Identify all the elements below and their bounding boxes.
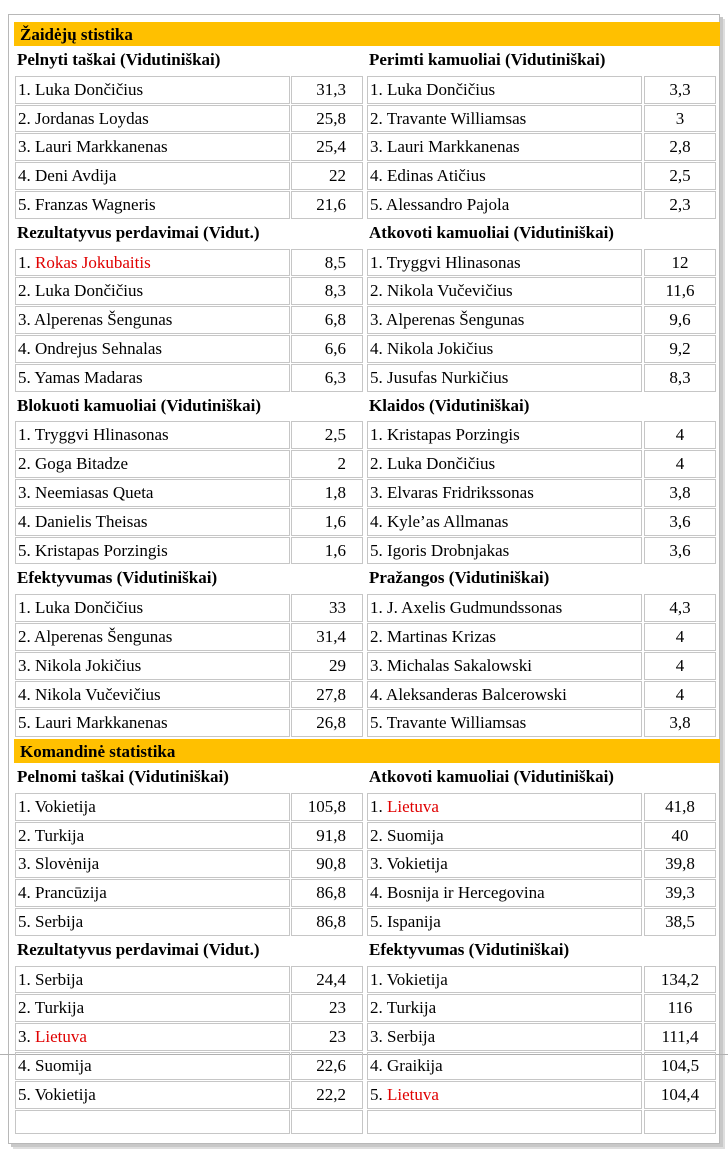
stat-value: 4 bbox=[644, 421, 716, 449]
stat-value: 105,8 bbox=[291, 793, 363, 821]
stat-value: 104,4 bbox=[644, 1081, 716, 1109]
player-name: 2. Turkija bbox=[15, 994, 290, 1022]
stat-value: 25,4 bbox=[291, 133, 363, 161]
player-name: 5. Ispanija bbox=[367, 908, 642, 936]
stat-value: 8,5 bbox=[291, 249, 363, 277]
player-name: 4. Edinas Atičius bbox=[367, 162, 642, 190]
stat-value: 2 bbox=[291, 450, 363, 478]
stat-value: 39,3 bbox=[644, 879, 716, 907]
stat-value: 12 bbox=[644, 249, 716, 277]
stat-value: 2,3 bbox=[644, 191, 716, 219]
stat-value: 24,4 bbox=[291, 966, 363, 994]
player-name: 2. Travante Williamsas bbox=[367, 105, 642, 133]
player-name bbox=[367, 793, 642, 821]
stat-value: 4,3 bbox=[644, 594, 716, 622]
player-name: 1. Kristapas Porzingis bbox=[367, 421, 642, 449]
stat-value: 33 bbox=[291, 594, 363, 622]
rank-prefix: 1. bbox=[18, 252, 35, 272]
stat-value: 26,8 bbox=[291, 709, 363, 737]
stat-value: 31,4 bbox=[291, 623, 363, 651]
highlighted-name: Lietuva bbox=[35, 1027, 87, 1047]
player-name: 2. Suomija bbox=[367, 822, 642, 850]
stat-value: 27,8 bbox=[291, 681, 363, 709]
player-name: 2. Turkija bbox=[367, 994, 642, 1022]
stat-value: 29 bbox=[291, 652, 363, 680]
stat-value: 9,2 bbox=[644, 335, 716, 363]
highlighted-name: Rokas Jokubaitis bbox=[35, 252, 151, 272]
stat-value: 86,8 bbox=[291, 908, 363, 936]
stat-value: 25,8 bbox=[291, 105, 363, 133]
empty-cell bbox=[15, 1110, 290, 1134]
stat-value: 31,3 bbox=[291, 76, 363, 104]
player-name bbox=[367, 1081, 642, 1109]
empty-cell bbox=[644, 1110, 716, 1134]
player-name: 2. Martinas Krizas bbox=[367, 623, 642, 651]
stat-value: 39,8 bbox=[644, 850, 716, 878]
player-name: 4. Aleksanderas Balcerowski bbox=[367, 681, 642, 709]
player-name: 3. Elvaras Fridrikssonas bbox=[367, 479, 642, 507]
stat-value: 2,5 bbox=[644, 162, 716, 190]
player-name: 1. Luka Dončičius bbox=[15, 594, 290, 622]
stat-value: 91,8 bbox=[291, 822, 363, 850]
stat-value: 90,8 bbox=[291, 850, 363, 878]
table-header: Atkovoti kamuoliai (Vidutiniškai) bbox=[369, 767, 614, 786]
rank-prefix: 5. bbox=[370, 1084, 387, 1104]
table-header: Efektyvumas (Vidutiniškai) bbox=[369, 939, 570, 959]
stat-value: 3 bbox=[644, 105, 716, 133]
stat-value: 4 bbox=[644, 623, 716, 651]
player-name: 4. Graikija bbox=[367, 1052, 642, 1080]
stat-value: 6,6 bbox=[291, 335, 363, 363]
stat-value: 3,6 bbox=[644, 508, 716, 536]
player-name: 3. Michalas Sakalowski bbox=[367, 652, 642, 680]
stat-value: 8,3 bbox=[644, 364, 716, 392]
player-name: 3. Vokietija bbox=[367, 850, 642, 878]
player-name: 2. Luka Dončičius bbox=[367, 450, 642, 478]
player-name: 4. Suomija bbox=[15, 1052, 290, 1080]
stat-value: 9,6 bbox=[644, 306, 716, 334]
highlighted-name: Lietuva bbox=[387, 1084, 439, 1104]
player-name: 5. Lauri Markkanenas bbox=[15, 709, 290, 737]
player-name: 5. Franzas Wagneris bbox=[15, 191, 290, 219]
stat-value: 40 bbox=[644, 822, 716, 850]
stat-value: 23 bbox=[291, 1023, 363, 1051]
player-name: 1. Tryggvi Hlinasonas bbox=[367, 249, 642, 277]
rank-prefix: 3. bbox=[18, 1027, 35, 1047]
stat-value: 2,5 bbox=[291, 421, 363, 449]
stat-value: 116 bbox=[644, 994, 716, 1022]
table-header: Rezultatyvus perdavimai (Vidut.) bbox=[17, 939, 260, 959]
player-name: 4. Nikola Vučevičius bbox=[15, 681, 290, 709]
stat-value: 21,6 bbox=[291, 191, 363, 219]
player-name: 3. Nikola Jokičius bbox=[15, 652, 290, 680]
stat-value: 6,3 bbox=[291, 364, 363, 392]
stat-value: 22 bbox=[291, 162, 363, 190]
stat-value: 38,5 bbox=[644, 908, 716, 936]
table-header: Atkovoti kamuoliai (Vidutiniškai) bbox=[369, 222, 614, 242]
player-name: 4. Danielis Theisas bbox=[15, 508, 290, 536]
player-name: 1. Luka Dončičius bbox=[367, 76, 642, 104]
stat-value: 11,6 bbox=[644, 277, 716, 305]
player-name: 1. Vokietija bbox=[367, 966, 642, 994]
player-name: 4. Nikola Jokičius bbox=[367, 335, 642, 363]
stat-value: 1,6 bbox=[291, 508, 363, 536]
table-header: Efektyvumas (Vidutiniškai) bbox=[17, 568, 218, 588]
player-name: 4. Bosnija ir Hercegovina bbox=[367, 879, 642, 907]
table-header: Pelnomi taškai (Vidutiniškai) bbox=[17, 767, 229, 786]
player-name: 3. Alperenas Šengunas bbox=[15, 306, 290, 334]
player-name: 1. Vokietija bbox=[15, 793, 290, 821]
player-name: 4. Deni Avdija bbox=[15, 162, 290, 190]
team-stats-title: Komandinė statistika bbox=[14, 739, 720, 763]
rank-prefix: 1. bbox=[370, 796, 387, 816]
player-name: 3. Alperenas Šengunas bbox=[367, 306, 642, 334]
stat-value: 4 bbox=[644, 450, 716, 478]
player-name bbox=[15, 249, 290, 277]
player-name: 2. Nikola Vučevičius bbox=[367, 277, 642, 305]
stat-value: 86,8 bbox=[291, 879, 363, 907]
stat-value: 41,8 bbox=[644, 793, 716, 821]
player-name: 5. Serbija bbox=[15, 908, 290, 936]
empty-cell bbox=[291, 1110, 363, 1134]
player-name: 4. Prancūzija bbox=[15, 879, 290, 907]
player-name: 3. Lauri Markkanenas bbox=[15, 133, 290, 161]
player-name: 5. Kristapas Porzingis bbox=[15, 537, 290, 565]
player-name bbox=[15, 1023, 290, 1051]
player-name: 5. Jusufas Nurkičius bbox=[367, 364, 642, 392]
table-header: Rezultatyvus perdavimai (Vidut.) bbox=[17, 222, 260, 242]
stat-value: 134,2 bbox=[644, 966, 716, 994]
table-header: Blokuoti kamuoliai (Vidutiniškai) bbox=[17, 395, 262, 415]
player-name: 4. Ondrejus Sehnalas bbox=[15, 335, 290, 363]
player-name: 2. Luka Dončičius bbox=[15, 277, 290, 305]
player-name: 5. Vokietija bbox=[15, 1081, 290, 1109]
stat-value: 104,5 bbox=[644, 1052, 716, 1080]
player-name: 3. Lauri Markkanenas bbox=[367, 133, 642, 161]
empty-cell bbox=[367, 1110, 642, 1134]
stat-value: 3,8 bbox=[644, 479, 716, 507]
stat-value: 2,8 bbox=[644, 133, 716, 161]
stat-value: 111,4 bbox=[644, 1023, 716, 1051]
player-name: 3. Serbija bbox=[367, 1023, 642, 1051]
player-name: 2. Goga Bitadze bbox=[15, 450, 290, 478]
stat-value: 4 bbox=[644, 681, 716, 709]
player-name: 5. Yamas Madaras bbox=[15, 364, 290, 392]
stat-value: 6,8 bbox=[291, 306, 363, 334]
player-name: 2. Turkija bbox=[15, 822, 290, 850]
player-name: 3. Slovėnija bbox=[15, 850, 290, 878]
stat-value: 4 bbox=[644, 652, 716, 680]
player-stats-title: Žaidėjų stistika bbox=[14, 22, 720, 46]
highlighted-name: Lietuva bbox=[387, 796, 439, 816]
table-header: Pelnyti taškai (Vidutiniškai) bbox=[17, 50, 221, 69]
player-name: 5. Alessandro Pajola bbox=[367, 191, 642, 219]
table-header: Perimti kamuoliai (Vidutiniškai) bbox=[369, 50, 606, 69]
stat-value: 3,8 bbox=[644, 709, 716, 737]
player-name: 1. Luka Dončičius bbox=[15, 76, 290, 104]
table-header: Pražangos (Vidutiniškai) bbox=[369, 568, 550, 588]
stat-value: 1,6 bbox=[291, 537, 363, 565]
player-name: 2. Alperenas Šengunas bbox=[15, 623, 290, 651]
table-header: Klaidos (Vidutiniškai) bbox=[369, 395, 530, 415]
player-name: 1. Serbija bbox=[15, 966, 290, 994]
stat-value: 3,3 bbox=[644, 76, 716, 104]
stat-value: 3,6 bbox=[644, 537, 716, 565]
player-name: 2. Jordanas Loydas bbox=[15, 105, 290, 133]
player-name: 4. Kyle’as Allmanas bbox=[367, 508, 642, 536]
stat-value: 22,6 bbox=[291, 1052, 363, 1080]
player-name: 3. Neemiasas Queta bbox=[15, 479, 290, 507]
player-name: 5. Igoris Drobnjakas bbox=[367, 537, 642, 565]
player-name: 1. J. Axelis Gudmundssonas bbox=[367, 594, 642, 622]
player-name: 1. Tryggvi Hlinasonas bbox=[15, 421, 290, 449]
stat-value: 22,2 bbox=[291, 1081, 363, 1109]
stat-value: 8,3 bbox=[291, 277, 363, 305]
stat-value: 23 bbox=[291, 994, 363, 1022]
player-name: 5. Travante Williamsas bbox=[367, 709, 642, 737]
stat-value: 1,8 bbox=[291, 479, 363, 507]
